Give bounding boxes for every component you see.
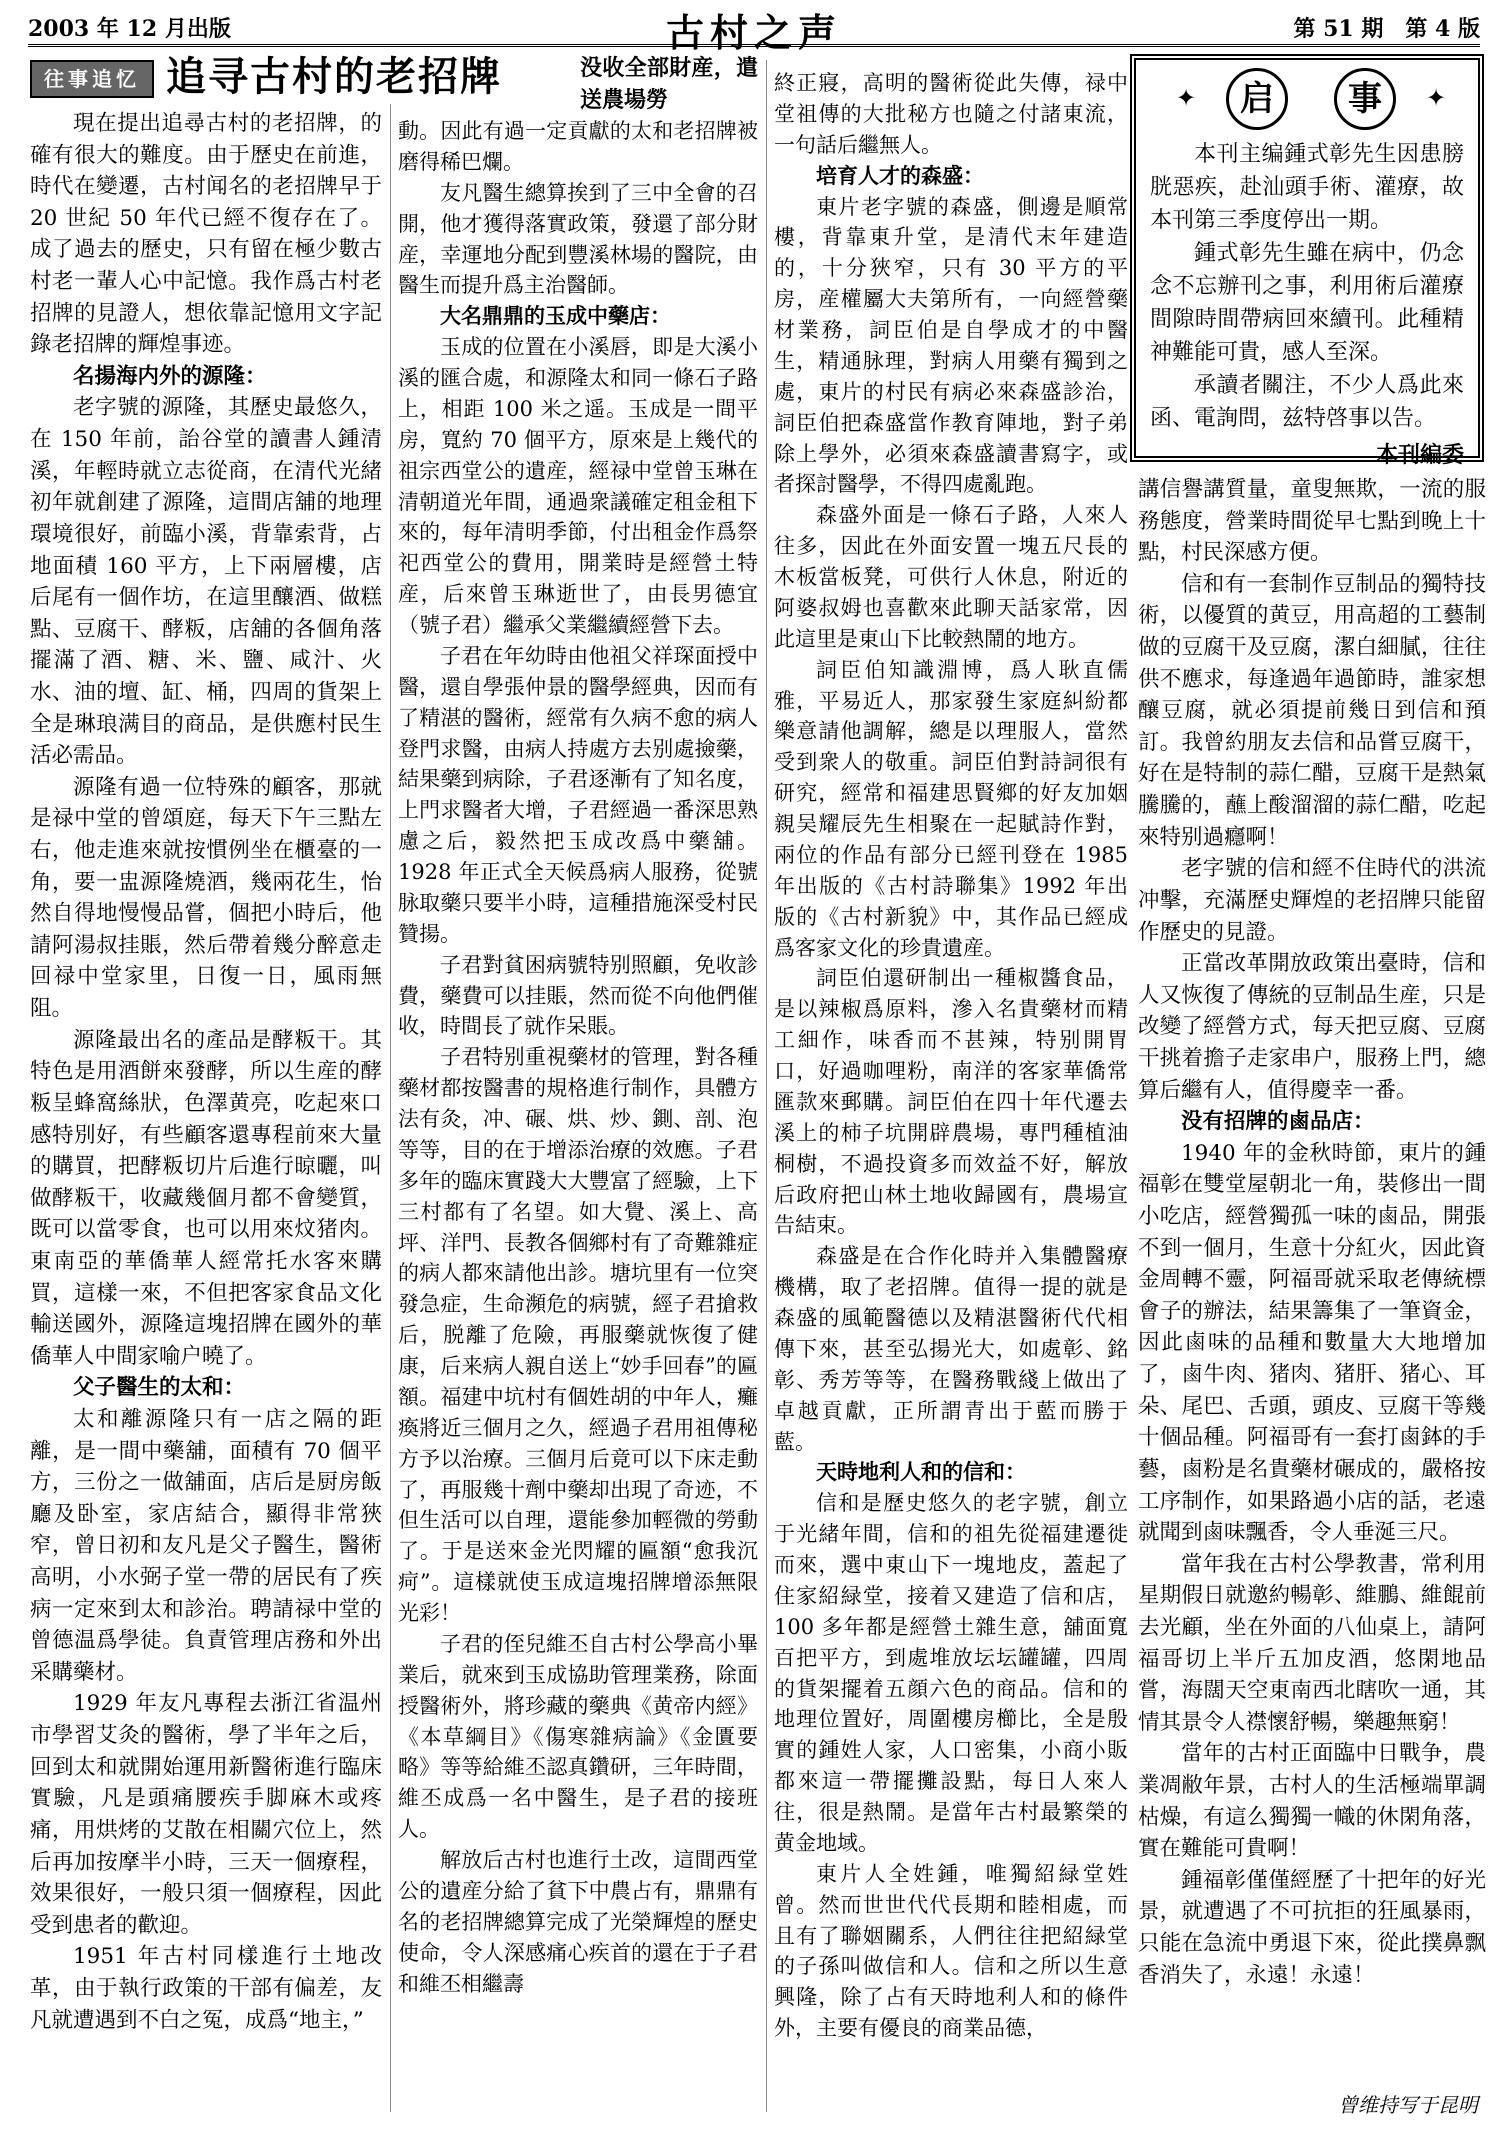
article-column-4: [1138, 474, 1486, 1991]
article-paragraph: 詞臣伯還研制出一種椒醬食品，是以辣椒爲原料，滲入名貴藥材而精工細作，味香而不甚辣，特别開胃口，好過咖哩粉，南洋的客家華僑常匯款來郵購。詞臣伯在四十年代遷去溪上的柿子坑開辟農場，專門種植油桐樹，不過投資多而效益不好，解放后政府把山林土地收歸國有，農場宣告結束。: [774, 966, 1128, 1238]
article-column-1: [30, 108, 382, 2036]
article-paragraph: 源隆最出名的產品是酵粄干。其特色是用酒餅來發酵，所以生産的酵粄呈蜂窩絲狀，色澤黄亮，吃起來口感特別好，有些顧客還專程前來大量的購買，把酵粄切片后進行晾曬，叫做酵粄干，收藏幾個月都不會變質，既可以當零食，也可以用來炆猪肉。東南亞的華僑華人經常托水客來購買，這樣一來，不但把客家食品文化輸送國外，源隆這塊招牌在國外的華僑華人中間家喻户曉了。: [30, 1027, 382, 1369]
article-paragraph: 講信譽講質量，童叟無欺，一流的服務態度，營業時間從早七點到晚上十點，村民深感方便。: [1138, 477, 1486, 566]
notice-heading: [1136, 68, 1478, 128]
section-heading: 没有招牌的鹵品店：: [1181, 1109, 1375, 1135]
article-column-3: [774, 68, 1128, 2044]
section-heading: 培育人才的森盛：: [816, 162, 984, 188]
notice-paragraph: 本刊主编鍾式彰先生因患膀胱惡疾，赴汕頭手術、灌療，故本刊第三季度停出一期。: [1150, 142, 1464, 233]
publication-date: 2003 年 12 月出版: [28, 16, 231, 42]
article-paragraph: 森盛外面是一條石子路，人來人往多，因此在外面安置一塊五尺長的木板當板凳，可供行人休息，附近的阿婆叔姆也喜歡來此聊天話家常，因此這里是東山下比較熱鬧的地方。: [774, 503, 1128, 651]
article-paragraph: 東片人全姓鍾，唯獨紹緑堂姓曾。然而世世代代長期和睦相處，而且有了聯姻關系，人們往往把紹緑堂的子孫叫做信和人。信和之所以生意興隆，除了占有天時地利人和的條件外，主要有優良的商業品德，: [774, 1861, 1128, 2041]
article-paragraph: 東片老字號的森盛，側邊是順常樓，背靠東升堂，是清代末年建造的，十分狹窄，只有 30 平方的平房，産權屬大夫第所有，一向經營藥材業務，詞臣伯是自學成才的中醫生，精通脉理，對病人用藥有獨到之處，東片的村民有病必來森盛診治，詞臣伯把森盛當作教育陣地，對子弟除上學外，必須來森盛讀書寫字，或者探討醫學，不得四處亂跑。: [774, 194, 1128, 497]
notice-heading-char-2: 事: [1334, 68, 1396, 130]
article-paragraph: 子君的侄兒維丕自古村公學高小畢業后，就來到玉成協助管理業務，除面授醫術外，將珍藏的藥典《黄帝内經》《本草綱目》《傷寒雜病論》《金匱要略》等等給維丕認真鑽研，三年時間，維丕成爲一名中醫生，是子君的接班人。: [398, 1631, 758, 1842]
article-column-2: [398, 116, 758, 1999]
notice-heading-char-1: 启: [1226, 68, 1288, 130]
article-paragraph: 終正寢，高明的醫術從此失傳，禄中堂祖傳的大批秘方也隨之付諸東流，一句話后繼無人。: [774, 71, 1128, 157]
article-column-2-top: 没收全部財産，遣送農場勞: [580, 55, 758, 114]
article-author: 曾维持写于昆明: [1338, 2093, 1478, 2117]
article-paragraph: 子君對貧困病號特别照顧，免收診費，藥費可以挂賬，然而從不向他們催收，時間長了就作呆賬。: [398, 952, 758, 1039]
article-paragraph: 子君在年幼時由他祖父祥琛面授中醫，還自學張仲景的醫學經典，因而有了精湛的醫術，經常有久病不愈的病人登門求醫，由病人持處方去别處撿藥，結果藥到病除，子君逐漸有了知名度，上門求醫者大增，子君經過一番深思熟慮之后，毅然把玉成改爲中藥舖。1928 年正式全天候爲病人服務，從號脉取藥只要半小時，這種措施深受村民贊揚。: [398, 643, 758, 946]
article-paragraph: 當年的古村正面臨中日戰争，農業凋敝年景，古村人的生活極端單調枯燥，有這么獨獨一幟的休閑角落，實在難能可貴啊！: [1138, 1741, 1486, 1862]
notice-box: [1130, 54, 1484, 468]
section-heading: 天時地利人和的信和：: [816, 1459, 1026, 1485]
article-paragraph: 太和離源隆只有一店之隔的距離，是一間中藥舖，面積有 70 個平方，三份之一做舖面，店后是厨房飯廳及卧室，家店結合，顯得非常狹窄，曾日初和友凡是父子醫生，醫術高明，小水弼子堂一帶的居民有了疾病一定來到太和診治。聘請禄中堂的曾德温爲學徒。負責管理店務和外出采購藥材。: [30, 1406, 382, 1685]
notice-body: [1150, 138, 1464, 472]
section-heading: 父子醫生的太和：: [73, 1375, 246, 1401]
article-paragraph: 子君特别重視藥材的管理，對各種藥材都按醫書的規格進行制作，具體方法有灸，冲、碾、烘、炒、鍘、剖、泡等等，目的在于增添治療的效應。子君多年的臨床實踐大大豐富了經驗，上下三村都有了名望。如大覺、溪上、高坪、洋門、長教各個鄉村有了奇難雜症的病人都來請他出診。塘坑里有一位突發急症，生命瀕危的病號，經子君搶救后，脱離了危險，再服藥就恢復了健康，后来病人親自送上“妙手回春”的匾額。福建中坑村有個姓胡的中年人，癱瘓將近三個月之久，經過子君用祖傳秘方予以治療。三個月后竟可以下床走動了，再服幾十劑中藥却出現了奇迹，不但生活可以自理，還能參加輕微的勞動了。于是送來金光閃耀的匾額“愈我沉疴”。這樣就使玉成這塊招牌增添無限光彩！: [398, 1045, 758, 1625]
issue-number: 第 51 期 第 4 版: [1293, 16, 1480, 42]
article-paragraph: 1940 年的金秋時節，東片的鍾福彰在雙堂屋朝北一角，裝修出一間小吃店，經營獨孤一味的鹵品，開張不到一個月，生意十分紅火，因此資金周轉不靈，阿福哥就采取老傳統標會子的辦法，結果籌集了一筆資金，因此鹵味的品種和數量大大地增加了，鹵牛肉、猪肉、猪肝、猪心、耳朵、尾巴、舌頭，頭皮、豆腐干等幾十個品種。阿福哥有一套打鹵鉢的手藝，鹵粉是名貴藥材碾成的，嚴格按工序制作，如果路過小店的話，老遠就聞到鹵味飄香，令人垂涎三尺。: [1138, 1140, 1486, 1546]
article-paragraph: 詞臣伯知識淵博，爲人耿直儒雅，平易近人，那家發生家庭糾紛都樂意請他調解，總是以理服人，當然受到衆人的敬重。詞臣伯對詩詞很有研究，經常和福建思賢鄉的好友加姻親吴耀辰先生相聚在一起賦詩作對，兩位的作品有部分已經刊登在 1985 年出版的《古村詩聯集》1992 年出版的《古村新貌》中，其作品已經成爲客家文化的珍貴遺産。: [774, 657, 1128, 960]
column-tag: 往事追忆: [30, 60, 154, 98]
article-paragraph: 正當改革開放政策出臺時，信和人又恢復了傳統的豆制品生産，只是改變了經營方式，每天把豆腐、豆腐干挑着擔子走家串户，服務上門，總算后繼有人，值得慶幸一番。: [1138, 951, 1486, 1103]
notice-paragraph: 鍾式彰先生雖在病中，仍念念不忘辦刊之事，利用術后灌療間隙時間帶病回來續刊。此種精神難能可貴，感人至深。: [1150, 241, 1464, 365]
article-paragraph: 現在提出追尋古村的老招牌，的確有很大的難度。由于歷史在前進，時代在變遷，古村闻名的老招牌早于 20 世紀 50 年代已經不復存在了。成了過去的歷史，只有留在極少數古村老一輩人心中記憶。我作爲古村老招牌的見證人，想依靠記憶用文字記錄老招牌的輝煌事迹。: [30, 111, 382, 358]
article-paragraph: 老字號的信和經不住時代的洪流冲擊，充滿歷史輝煌的老招牌只能留作歷史的見證。: [1138, 856, 1486, 945]
page-header: [28, 4, 1480, 55]
section-heading: 名揚海内外的源隆：: [73, 363, 267, 389]
article-title: 追寻古村的老招牌: [166, 53, 502, 100]
section-heading: 大名鼎鼎的玉成中藥店：: [440, 303, 671, 329]
star-icon: ✦: [1426, 84, 1447, 112]
article-paragraph: 1951 年古村同樣進行土地改革，由于執行政策的干部有偏差，友凡就遭遇到不白之冤，成爲“地主，”: [30, 1944, 382, 2033]
article-title-block: [30, 52, 570, 102]
article-paragraph: 鍾福彰僅僅經歷了十把年的好光景，就遭遇了不可抗拒的狂風暴雨，只能在急流中勇退下來，從此撲鼻飘香消失了，永遠！永遠！: [1138, 1867, 1486, 1988]
column-divider: [766, 60, 767, 2112]
star-icon: ✦: [1176, 84, 1197, 112]
article-paragraph: 玉成的位置在小溪唇，即是大溪小溪的匯合處，和源隆太和同一條石子路上，相距 100 米之遥。玉成是一間平房，寬約 70 個平方，原來是上幾代的祖宗西堂公的遺産，經禄中堂曾玉琳在清朝道光年間，通過衆議確定租金租下來的，每年清明季節，付出租金作爲祭祀西堂公的費用，開業時是經營土特産，后來曾玉琳逝世了，由長男德宜（號子君）繼承父業繼續經營下去。: [398, 335, 758, 637]
article-paragraph: 友凡醫生總算挨到了三中全會的召開，他才獲得落實政策，發還了部分財産，幸運地分配到豐溪林場的醫院，由醫生而提升爲主治醫師。: [398, 180, 758, 298]
article-paragraph: 老字號的源隆，其歷史最悠久，在 150 年前，詒谷堂的讀書人鍾清溪，年輕時就立志從商，在清代光緒初年就創建了源隆，這間店舖的地理環境很好，前臨小溪，背靠索背，占地面積 160 平方，上下兩層樓，店后尾有一個作坊，在這里釀酒、做糕點、豆腐干、酵粄，店舖的各個角落擺滿了酒、糖、米、鹽、咸汁、火水、油的壇、缸、桶，四周的貨架上全是琳琅满目的商品，是供應村民生活必需品。: [30, 395, 382, 769]
article-paragraph: 信和有一套制作豆制品的獨特技術，以優質的黄豆，用高超的工藝制做的豆腐干及豆腐，潔白細膩，往往供不應求，每逢過年過節時，誰家想釀豆腐，就必須提前幾日到信和預訂。我曾約朋友去信和品嘗豆腐干，好在是特制的蒜仁醋，豆腐干是熱氣騰騰的，蘸上酸溜溜的蒜仁醋，吃起來特别過癮啊！: [1138, 571, 1486, 850]
article-paragraph: 解放后古村也進行土改，這間西堂公的遺産分給了貧下中農占有，鼎鼎有名的老招牌總算完成了光榮輝煌的歷史使命，令人深感痛心疾首的還在于子君和維丕相繼壽: [398, 1848, 758, 1996]
notice-paragraph: 承讀者關注，不少人爲此來函、電詢問，兹特啓事以告。: [1150, 373, 1464, 431]
article-paragraph: 1929 年友凡專程去浙江省温州市學習艾灸的醫術，學了半年之后，回到太和就開始運用新醫術進行臨床實驗，凡是頭痛腰疾手脚麻木或疼痛，用烘烤的艾散在相關穴位上，然后再加按摩半小時，三天一個療程，效果很好，一般只須一個療程，因此受到患者的歡迎。: [30, 1691, 382, 1938]
article-paragraph: 源隆有過一位特殊的顧客，那就是禄中堂的曾頌庭，每天下午三點左右，他走進來就按慣例坐在櫃臺的一角，要一盅源隆燒酒，幾兩花生，怡然自得地慢慢品嘗，個把小時后，他請阿湯叔挂賬，然后帶着幾分醉意走回禄中堂家里，日復一日，風雨無阻。: [30, 774, 382, 1022]
article-paragraph: 動。因此有過一定貢獻的太和老招牌被磨得稀巴爛。: [398, 119, 758, 174]
notice-signature: 本刊編委: [1375, 442, 1464, 468]
article-paragraph: 森盛是在合作化時并入集體醫療機構，取了老招牌。值得一提的就是森盛的風範醫德以及精湛醫術代代相傳下來，甚至弘揚光大，如處彰、銘彰、秀芳等等，在醫務戰綫上做出了卓越貢獻，正所謂青出于藍而勝于藍。: [774, 1244, 1128, 1454]
article-paragraph: 當年我在古村公學教書，常利用星期假日就邀約暢彰、維鵬、維餛前去光顧，坐在外面的八仙桌上，請阿福哥切上半斤五加皮酒，悠閑地品嘗，海闊天空東南西北瞎吹一通，其情其景令人襟懷舒暢，樂趣無窮！: [1138, 1551, 1486, 1735]
newspaper-name: 古村之声: [665, 10, 842, 55]
article-paragraph: 信和是歷史悠久的老字號，創立于光緒年間，信和的祖先從福建遷徙而來，選中東山下一塊地皮，蓋起了住家紹緑堂，接着又建造了信和店，100 多年都是經營土雜生意，舖面寬百把平方，到處堆放坛坛罐罐，四周的貨架擺着五顔六色的商品。信和的地理位置好，周圍樓房櫛比，全是殷實的鍾姓人家，人口密集，小商小販都來這一帶擺攤設點，每日人來人往，很是熱鬧。是當年古村最繁榮的黄金地域。: [774, 1491, 1128, 1855]
column-divider: [390, 104, 391, 2112]
